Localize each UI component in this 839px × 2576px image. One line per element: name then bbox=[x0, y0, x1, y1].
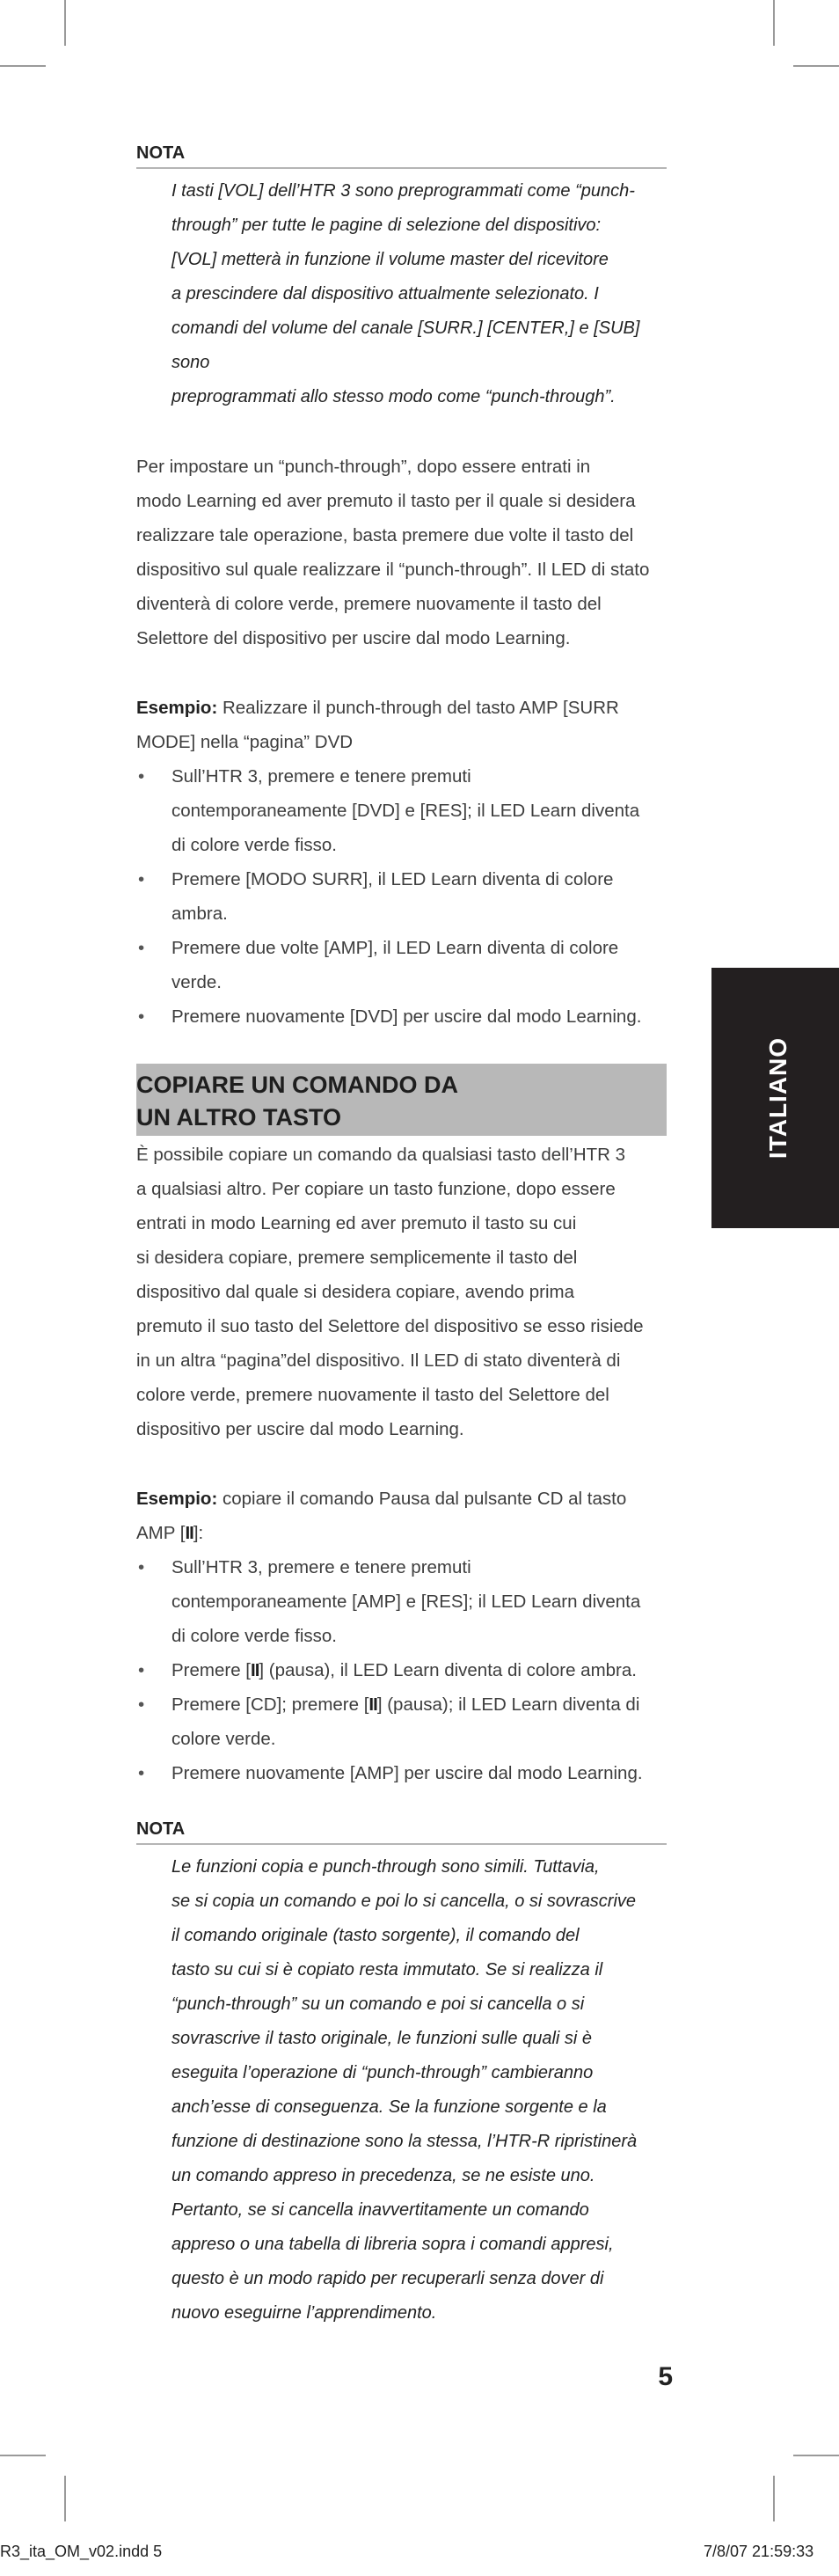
note-line: preprogrammati allo stesso modo come “punch-through”. bbox=[171, 387, 616, 406]
note-line: Le funzioni copia e punch-through sono simili. Tuttavia, bbox=[171, 1857, 600, 1877]
text-line: È possibile copiare un comando da qualsiasi tasto dell’HTR 3 bbox=[136, 1145, 626, 1165]
text-line: entrati in modo Learning ed aver premuto il tasto su cui bbox=[136, 1213, 577, 1233]
language-tab-label: ITALIANO bbox=[763, 1036, 792, 1160]
example-text: copiare il comando Pausa dal pulsante CD al tasto bbox=[217, 1489, 627, 1509]
step-list bbox=[136, 759, 667, 1034]
list-item-line: • Premere [MODO SURR], il LED Learn diventa di colore ambra. bbox=[171, 869, 614, 924]
list-item-line bbox=[171, 1687, 667, 1722]
language-tab bbox=[711, 968, 839, 1228]
note-line: “punch-through” su un comando e poi si cancella o si bbox=[171, 1994, 585, 2014]
list-item-line: • Premere nuovamente [AMP] per uscire dal modo Learning. bbox=[171, 1763, 643, 1783]
list-item-line bbox=[171, 1653, 667, 1687]
page-content bbox=[136, 141, 667, 2331]
text-line: a qualsiasi altro. Per copiare un tasto funzione, dopo essere bbox=[136, 1179, 616, 1199]
list-item-line: contemporaneamente [DVD] e [RES]; il LED Learn diventa bbox=[171, 801, 640, 821]
note-body bbox=[171, 174, 667, 414]
crop-mark bbox=[64, 2476, 66, 2521]
list-item-line: contemporaneamente [AMP] e [RES]; il LED Learn diventa bbox=[171, 1592, 641, 1612]
note-line: il comando originale (tasto sorgente), il comando del bbox=[171, 1926, 580, 1945]
list-item bbox=[136, 999, 667, 1034]
list-item bbox=[136, 1687, 667, 1756]
text-line: si desidera copiare, premere semplicemente il tasto del bbox=[136, 1248, 578, 1268]
note-heading: NOTA bbox=[136, 141, 667, 169]
example-block bbox=[136, 691, 667, 1034]
text-line: Per impostare un “punch-through”, dopo essere entrati in bbox=[136, 457, 591, 477]
note-line: a prescindere dal dispositivo attualmente selezionato. I bbox=[171, 284, 599, 304]
crop-mark bbox=[773, 2476, 775, 2521]
section-heading-line: COPIARE UN COMANDO DA bbox=[136, 1072, 459, 1098]
text-line: Selettore del dispositivo per uscire dal modo Learning. bbox=[136, 628, 571, 648]
text-line: colore verde, premere nuovamente il tasto del Selettore del bbox=[136, 1385, 609, 1405]
pause-icon: II bbox=[251, 1660, 259, 1680]
list-item-part: ] (pausa); il LED Learn diventa di bbox=[376, 1694, 640, 1715]
note-line: comandi del volume del canale [SURR.] [CENTER,] e [SUB] sono bbox=[171, 318, 640, 372]
list-item-part: Premere [ bbox=[171, 1660, 251, 1680]
crop-mark bbox=[64, 0, 66, 46]
example-intro bbox=[136, 691, 667, 725]
text-line: realizzare tale operazione, basta premere due volte il tasto del bbox=[136, 525, 634, 545]
note-body bbox=[171, 1850, 667, 2331]
list-item-line: di colore verde fisso. bbox=[171, 835, 338, 855]
list-item-part: Premere [CD]; premere [ bbox=[171, 1694, 369, 1715]
section-heading bbox=[136, 1064, 667, 1136]
note-box bbox=[136, 141, 667, 414]
example-text-part: AMP [ bbox=[136, 1523, 186, 1543]
list-item-line: colore verde. bbox=[171, 1729, 276, 1749]
note-line: nuovo eseguirne l’apprendimento. bbox=[171, 2303, 437, 2323]
list-item-line: • Sull’HTR 3, premere e tenere premuti bbox=[171, 766, 471, 787]
list-item bbox=[136, 1653, 667, 1687]
list-item bbox=[136, 1550, 667, 1653]
crop-mark bbox=[0, 65, 46, 67]
example-intro bbox=[136, 1482, 667, 1516]
note-line: tasto su cui si è copiato resta immutato. Se si realizza il bbox=[171, 1960, 603, 1980]
list-item-line: • Premere nuovamente [DVD] per uscire dal modo Learning. bbox=[171, 1006, 642, 1027]
pause-icon: II bbox=[185, 1523, 193, 1543]
text-line: premuto il suo tasto del Selettore del dispositivo se esso risiede bbox=[136, 1316, 644, 1336]
list-item-part: ] (pausa), il LED Learn diventa di colore ambra. bbox=[259, 1660, 637, 1680]
note-line: sovrascrive il tasto originale, le funzioni sulle quali si è bbox=[171, 2029, 593, 2048]
section-heading-line: UN ALTRO TASTO bbox=[136, 1104, 341, 1131]
copy-command-paragraph bbox=[136, 1138, 667, 1446]
list-item bbox=[136, 759, 667, 862]
example-label: Esempio: bbox=[136, 698, 218, 718]
text-line: modo Learning ed aver premuto il tasto per il quale si desidera bbox=[136, 491, 636, 511]
note-line: through” per tutte le pagine di selezione del dispositivo: bbox=[171, 216, 602, 235]
note-box bbox=[136, 1817, 667, 2331]
pause-icon: II bbox=[368, 1694, 377, 1715]
example-text: MODE] nella “pagina” DVD bbox=[136, 732, 354, 752]
note-heading: NOTA bbox=[136, 1817, 667, 1845]
page-number: 5 bbox=[658, 2362, 673, 2391]
list-item-line: • Sull’HTR 3, premere e tenere premuti bbox=[171, 1557, 471, 1577]
crop-mark bbox=[793, 2455, 839, 2456]
note-line: Pertanto, se si cancella inavvertitamente un comando bbox=[171, 2200, 589, 2220]
list-item-line: • Premere due volte [AMP], il LED Learn diventa di colore verde. bbox=[171, 938, 619, 992]
crop-mark bbox=[793, 65, 839, 67]
crop-mark bbox=[0, 2455, 46, 2456]
text-line: diventerà di colore verde, premere nuovamente il tasto del bbox=[136, 594, 602, 614]
list-item-line: di colore verde fisso. bbox=[171, 1626, 338, 1646]
list-item bbox=[136, 931, 667, 999]
text-line: dispositivo dal quale si desidera copiare, avendo prima bbox=[136, 1282, 574, 1302]
note-line: eseguita l’operazione di “punch-through” cambieranno bbox=[171, 2063, 594, 2082]
crop-mark bbox=[773, 0, 775, 46]
example-text-part: ]: bbox=[193, 1523, 204, 1543]
example-text bbox=[136, 1516, 667, 1550]
note-line: funzione di destinazione sono la stessa, l’HTR-R ripristinerà bbox=[171, 2132, 638, 2151]
note-line: un comando appreso in precedenza, se ne esiste uno. bbox=[171, 2166, 595, 2185]
note-line: [VOL] metterà in funzione il volume master del ricevitore bbox=[171, 250, 609, 269]
note-line: anch’esse di conseguenza. Se la funzione sorgente e la bbox=[171, 2097, 607, 2117]
text-line: dispositivo sul quale realizzare il “punch-through”. Il LED di stato bbox=[136, 560, 650, 580]
note-line: se si copia un comando e poi lo si cancella, o si sovrascrive bbox=[171, 1892, 637, 1911]
note-line: appreso o una tabella di libreria sopra i comandi appresi, bbox=[171, 2235, 614, 2254]
text-line: in un altra “pagina”del dispositivo. Il LED di stato diventerà di bbox=[136, 1350, 621, 1371]
list-item bbox=[136, 862, 667, 931]
text-line: dispositivo per uscire dal modo Learning. bbox=[136, 1419, 464, 1439]
note-line: questo è un modo rapido per recuperarli senza dover di bbox=[171, 2269, 604, 2288]
footer-datetime: 7/8/07 21:59:33 bbox=[704, 2543, 814, 2560]
note-line: I tasti [VOL] dell’HTR 3 sono preprogrammati come “punch- bbox=[171, 181, 635, 201]
example-block bbox=[136, 1482, 667, 1790]
footer-file-name: R3_ita_OM_v02.indd 5 bbox=[0, 2543, 163, 2560]
list-item bbox=[136, 1756, 667, 1790]
punch-through-paragraph bbox=[136, 450, 667, 655]
example-label: Esempio: bbox=[136, 1489, 218, 1509]
step-list bbox=[136, 1550, 667, 1790]
example-text: Realizzare il punch-through del tasto AMP [SURR bbox=[217, 698, 619, 718]
